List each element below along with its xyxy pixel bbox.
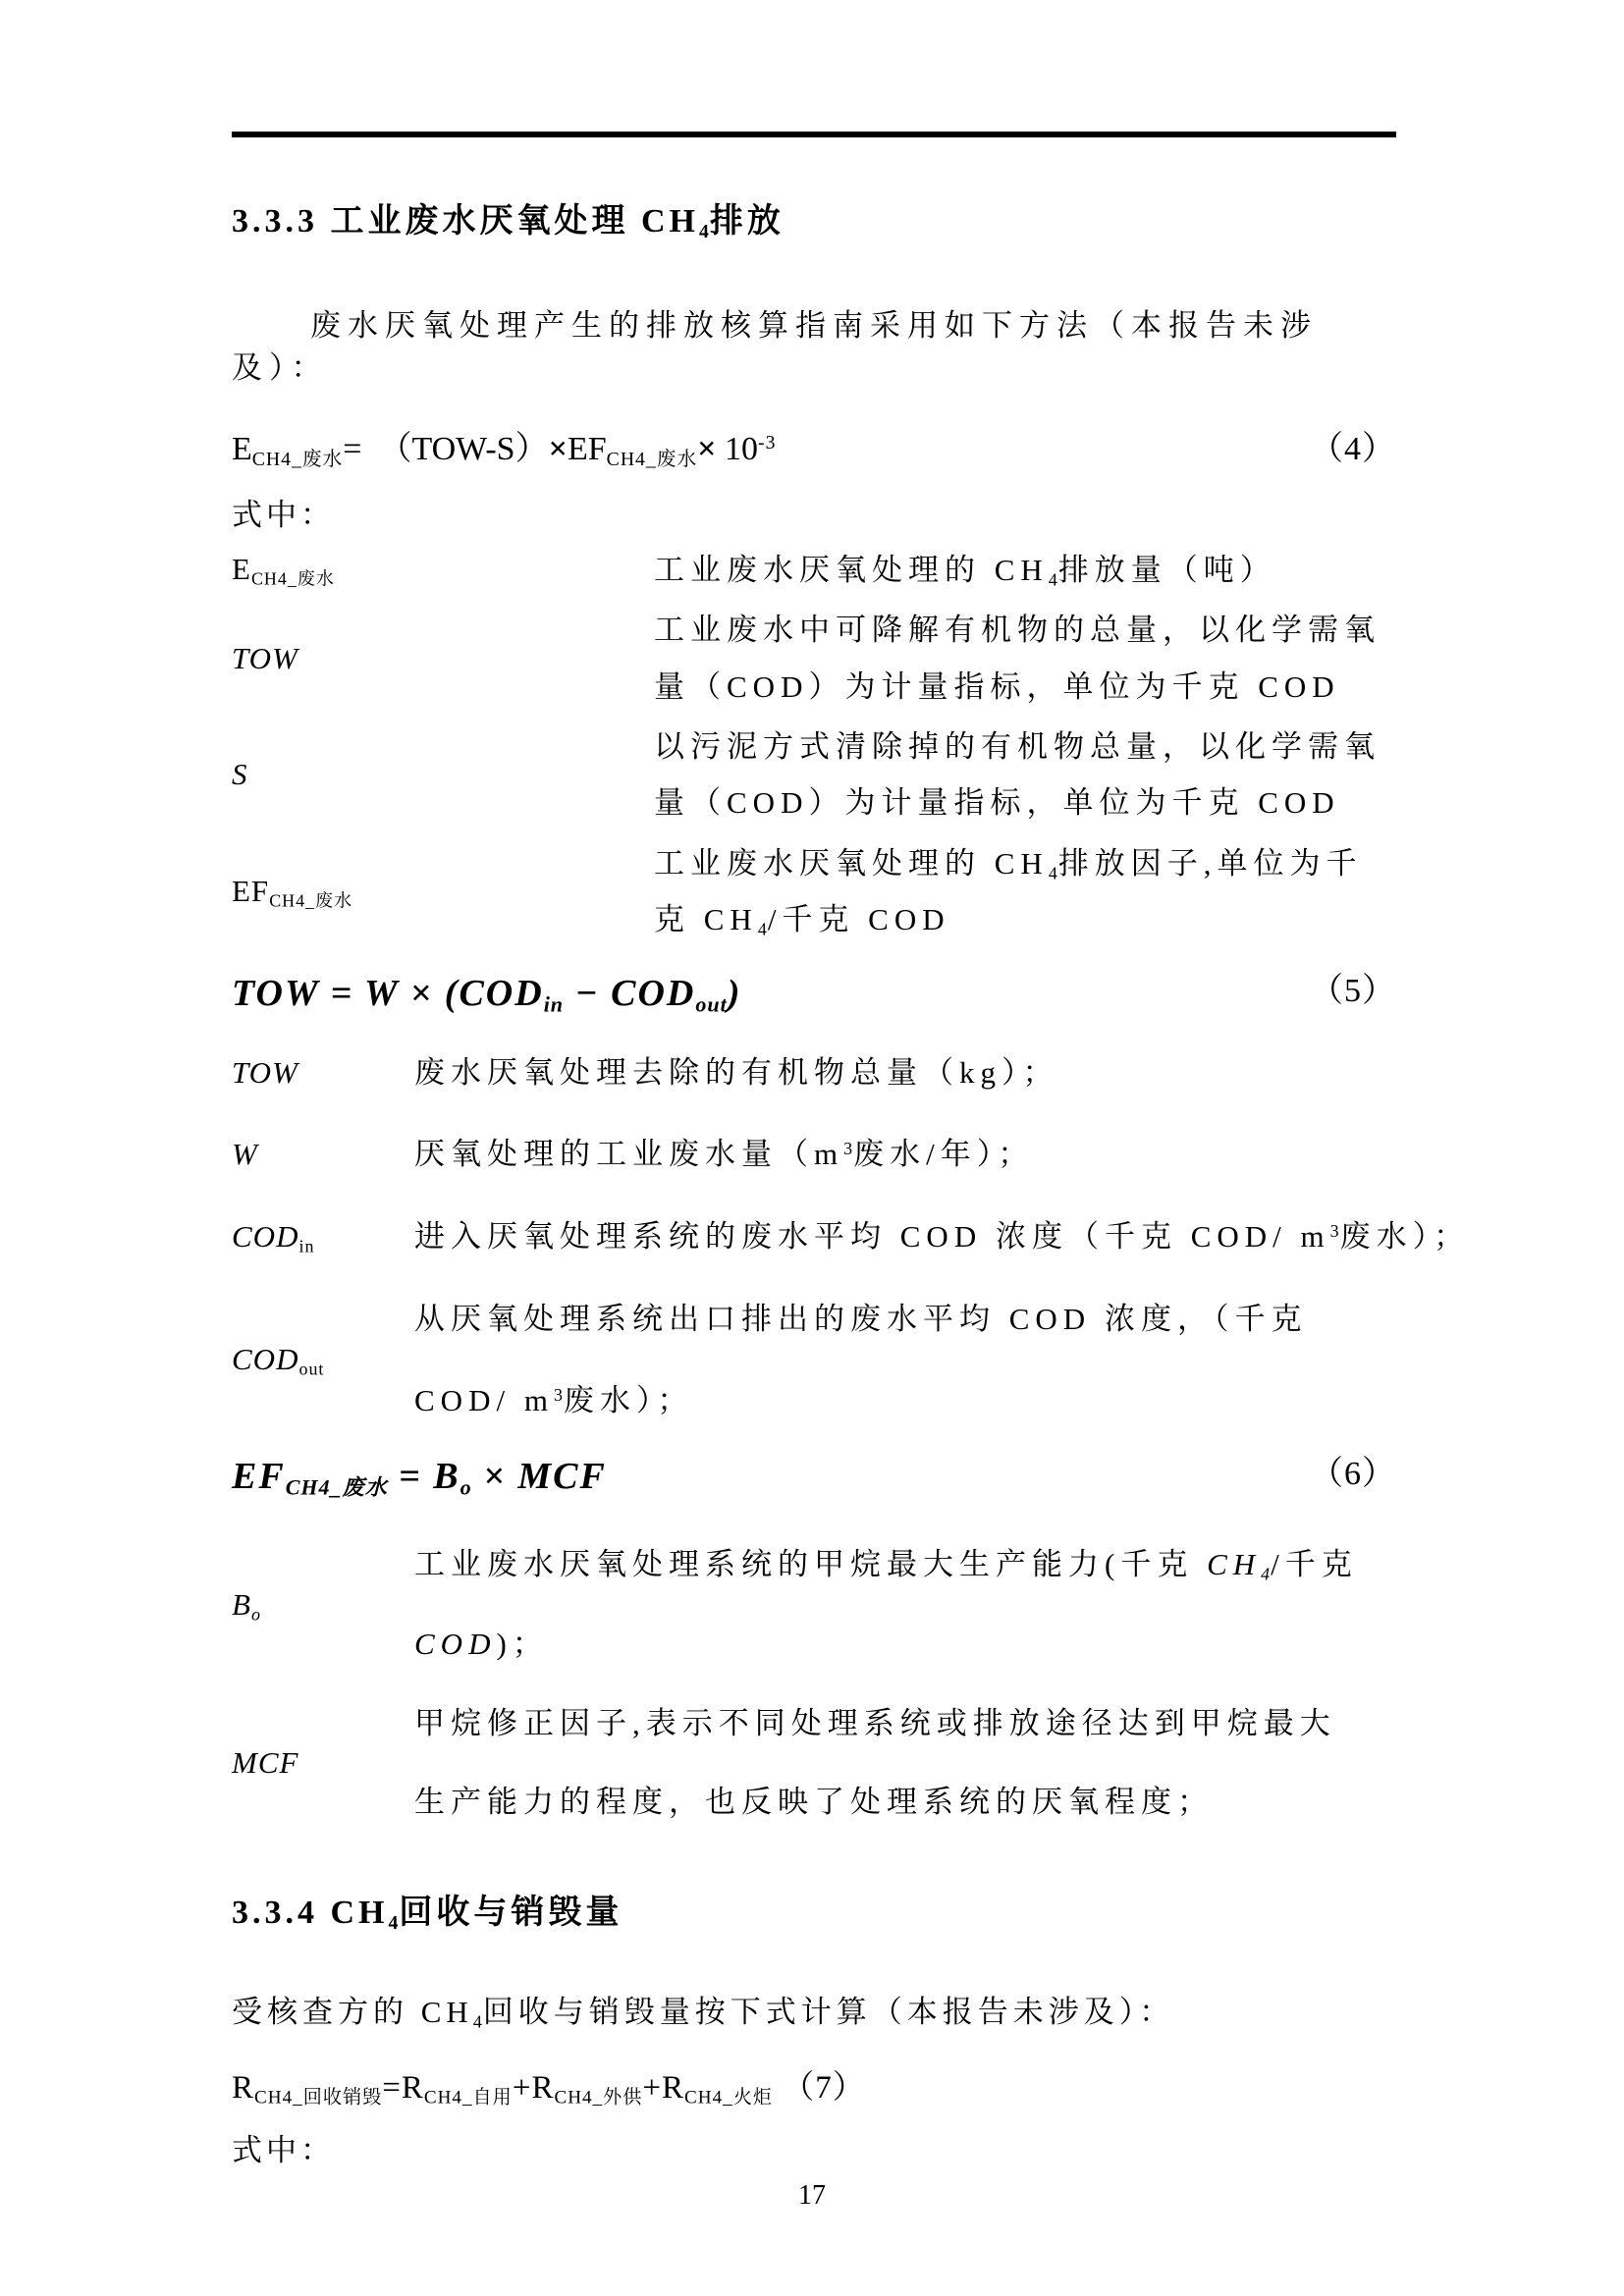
variable-definition: 废水厌氧处理去除的有机物总量（kg）； <box>414 1054 1059 1090</box>
variable-definition: 甲烷修正因子,表示不同处理系统或排放途径达到甲烷最大生产能力的程度，也反映了处理系统的厌氧程度； <box>414 1705 1336 1820</box>
formula-4 <box>232 426 1396 474</box>
formula-4-number: （4） <box>1310 431 1396 468</box>
definition-row-cod-in <box>232 1196 1471 1278</box>
header-rule <box>232 132 1396 137</box>
variable-definition: 工业废水厌氧处理的 $CH_4$排放因子,单位为千克 $CH_4/$千克 COD <box>654 845 1363 939</box>
definition-list-2 <box>232 1032 1471 1442</box>
variable-definition: 工业废水厌氧处理系统的甲烷最大生产能力(千克 $CH_4/$千克 COD)； <box>414 1547 1358 1661</box>
variable-definition: 进入厌氧处理系统的废水平均 COD 浓度（千克 COD/ $m^3$废水）； <box>414 1218 1471 1254</box>
section-heading-3-3-4: 3.3.4 $CH_4$回收与销毁量 <box>232 1894 623 1934</box>
variable-term: $B_o$ <box>232 1586 261 1625</box>
variable-term: $COD_{in}$ <box>232 1218 315 1255</box>
formula-6-expression: $EF_{CH4\_废水} = B_o$ × MCF <box>232 1456 607 1500</box>
definition-row-e-ch4 <box>232 542 1396 598</box>
variable-definition: 工业废水厌氧处理的 $CH_4$排放量（吨） <box>654 552 1276 590</box>
formula-6 <box>232 1452 1396 1502</box>
formula-7 <box>232 2065 1396 2112</box>
variable-definition: 从厌氧处理系统出口排出的废水平均 COD 浓度，（千克 COD/ $m^3$废水）； <box>414 1301 1308 1418</box>
definition-row-bo <box>232 1525 1396 1683</box>
definition-row-mcf <box>232 1684 1396 1842</box>
intro-paragraph-3-3-4: 受核查方的 $CH_4$回收与销毁量按下式计算（本报告未涉及）： <box>232 1995 1175 2032</box>
formula-7-expression: $R_{CH4\_回收销毁}=R_{CH4\_自用}+R_{CH4\_外供}+R_{CH4\_火炬}$ （7） <box>232 2069 866 2109</box>
definition-list-3 <box>232 1525 1396 1842</box>
variable-term: TOW <box>232 640 298 675</box>
variable-term: $E_{CH4\_废水}$ <box>232 552 335 589</box>
definition-row-tow-2 <box>232 1032 1396 1114</box>
definition-row-cod-out <box>232 1278 1396 1442</box>
variable-term: S <box>232 757 248 792</box>
variable-term: MCF <box>232 1745 299 1781</box>
formula-5 <box>232 969 1396 1019</box>
where-label-2: 式中： <box>232 2133 335 2168</box>
definition-row-w <box>232 1113 1396 1196</box>
formula-6-number: （6） <box>1310 1456 1396 1493</box>
variable-term: $EF_{CH4\_废水}$ <box>232 873 353 910</box>
formula-5-expression: TOW = $W \times (COD_{in} - COD_{out})$ <box>232 973 742 1017</box>
intro-paragraph-3-3-3: 废水厌氧处理产生的排放核算指南采用如下方法（本报告未涉及）： <box>232 307 1318 385</box>
variable-definition: 工业废水中可降解有机物的总量，以化学需氧量（COD）为计量指标，单位为千克 COD <box>654 613 1380 704</box>
section-heading-3-3-3: 3.3.3 工业废水厌氧处理 $CH_4$排放 <box>232 203 785 242</box>
variable-definition: 厌氧处理的工业废水量（$m^3$废水/年）； <box>414 1137 1035 1172</box>
definition-row-tow <box>232 602 1396 715</box>
definition-list-1 <box>232 542 1396 947</box>
definition-row-ef-ch4 <box>232 835 1396 948</box>
page-number: 17 <box>798 2180 826 2211</box>
formula-4-expression: $E_{CH4\_废水}=$ $(TOW-S)\times EF_{CH4\_废水}\times 10^{-3}$ <box>232 431 777 471</box>
formula-5-number: （5） <box>1310 973 1396 1010</box>
variable-term: TOW <box>232 1054 298 1090</box>
variable-term: W <box>232 1137 258 1172</box>
variable-definition: 以污泥方式清除掉的有机物总量，以化学需氧量（COD）为计量指标，单位为千克 COD <box>654 728 1380 821</box>
where-label-1: 式中： <box>232 497 335 532</box>
definition-row-s <box>232 719 1396 831</box>
variable-term: $COD_{out}$ <box>232 1342 325 1379</box>
